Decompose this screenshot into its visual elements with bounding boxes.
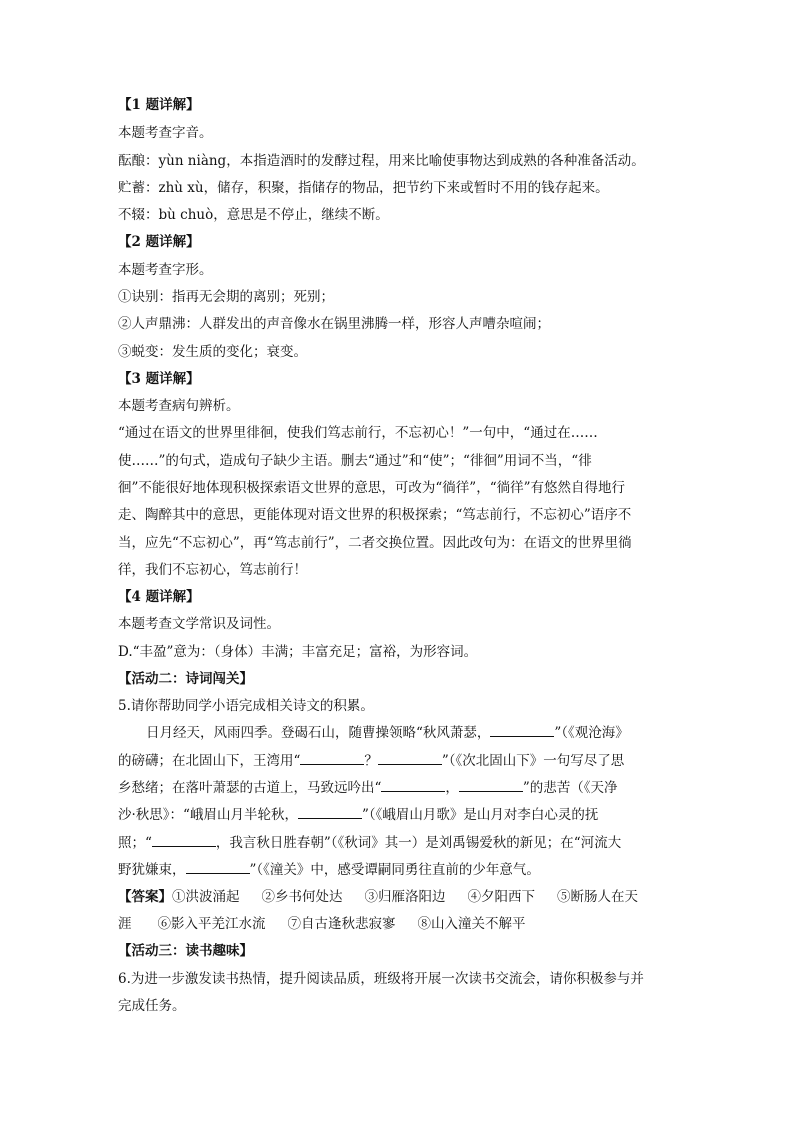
answer-item: 涯 <box>118 916 132 932</box>
q3-heading: 【3 题详解】 <box>118 371 200 387</box>
answer-label: 【答案】 <box>118 889 172 905</box>
q6-line: 完成任务。 <box>118 998 186 1014</box>
q5-passage-line: 沙·秋思》：“峨眉山月半轮秋， ”（《峨眉山月歌》是山月对李白心灵的抚 <box>118 807 599 823</box>
q5-passage-line: 野犹嫌束， ”（《潼关》中，感受谭嗣同勇往直前的少年意气。 <box>118 862 540 878</box>
q1-line: 不辍：bù chuò，意思是不停止，继续不断。 <box>118 207 389 223</box>
q1-line: 酝酿：yùn niàng，本指造酒时的发酵过程，用来比喻使事物达到成熟的各种准备活动。 <box>118 153 645 169</box>
blank-3 <box>378 752 442 765</box>
q5-passage-line: 的磅礴；在北固山下，王湾用“ ？ ”（《次北固山下》一句写尽了思 <box>118 753 625 769</box>
q5-passage-line: 乡愁绪；在落叶萧瑟的古道上，马致远吟出“ ， ”的悲苦（《天净 <box>118 780 618 796</box>
q3-line: 徊”不能很好地体现积极探索语文世界的意思，可改为“徜徉”，“徜徉”有悠然自得地行 <box>118 480 626 496</box>
activity-two-heading: 【活动二：诗词闯关】 <box>118 671 253 687</box>
q1-heading: 【1 题详解】 <box>118 97 200 113</box>
q4-line: D.“丰盈”意为：（身体）丰满；丰富充足；富裕，为形容词。 <box>118 644 478 660</box>
q5-prompt: 5.请你帮助同学小语完成相关诗文的积累。 <box>118 698 374 714</box>
answer-item: ⑥影入平羌江水流 <box>157 916 266 932</box>
q4-intro: 本题考查文学常识及词性。 <box>118 616 280 632</box>
activity-three-heading: 【活动三：读书趣味】 <box>118 943 253 959</box>
q4-heading: 【4 题详解】 <box>118 589 200 605</box>
q3-intro: 本题考查病句辨析。 <box>118 398 240 414</box>
blank-8 <box>186 861 250 874</box>
q2-line: ③蜕变：发生质的变化；衰变。 <box>118 344 307 360</box>
answer-item: ②乡书何处达 <box>261 889 343 905</box>
q5-passage-line: 日月经天，风雨四季。登碣石山，随曹操领略“秋风萧瑟， ”（《观沧海》 <box>146 725 629 741</box>
blank-4 <box>381 779 445 792</box>
q1-line: 贮蓄：zhù xù，储存，积聚，指储存的物品，把节约下来或暂时不用的钱存起来。 <box>118 180 609 196</box>
q1-intro: 本题考查字音。 <box>118 125 213 141</box>
answer-item: ③归雁洛阳边 <box>364 889 446 905</box>
blank-1 <box>490 724 554 737</box>
blank-6 <box>298 806 362 819</box>
q3-line: 徉，我们不忘初心，笃志前行！ <box>118 562 307 578</box>
q6-line: 6.为进一步激发读书热情，提升阅读品质，班级将开展一次读书交流会，请你积极参与并 <box>118 971 644 987</box>
q3-line: 走、陶醉其中的意思，更能体现对语文世界的积极探索；“笃志前行，不忘初心”语序不 <box>118 507 632 523</box>
answer-item: ⑧山入潼关不解平 <box>417 916 526 932</box>
answer-item: ⑦自古逢秋悲寂寥 <box>287 916 396 932</box>
answer-line <box>118 888 638 906</box>
blank-2 <box>300 752 364 765</box>
answer-line <box>118 915 526 933</box>
q2-intro: 本题考查字形。 <box>118 262 213 278</box>
blank-5 <box>459 779 523 792</box>
answer-item: ⑤断肠人在天 <box>557 889 638 905</box>
q2-line: ②人声鼎沸：人群发出的声音像水在锅里沸腾一样，形容人声嘈杂喧闹； <box>118 316 550 332</box>
blank-7 <box>152 834 216 847</box>
answer-item: ①洪波涌起 <box>172 889 240 905</box>
q5-passage-line: 照；“ ，我言秋日胜春朝”（《秋词》其一）是刘禹锡爱秋的新见；在“河流大 <box>118 835 622 851</box>
q3-line: 当，应先“不忘初心”，再“笃志前行”，二者交换位置。因此改句为：在语文的世界里徜 <box>118 535 632 551</box>
q3-line: 使……”的句式，造成句子缺少主语。删去“通过”和“使”；“徘徊”用词不当，“徘 <box>118 453 592 469</box>
q2-heading: 【2 题详解】 <box>118 234 200 250</box>
q2-line: ①诀别：指再无会期的离别；死别； <box>118 289 334 305</box>
q3-line: “通过在语文的世界里徘徊，使我们笃志前行，不忘初心！”一句中，“通过在…… <box>118 425 598 441</box>
answer-item: ④夕阳西下 <box>467 889 535 905</box>
